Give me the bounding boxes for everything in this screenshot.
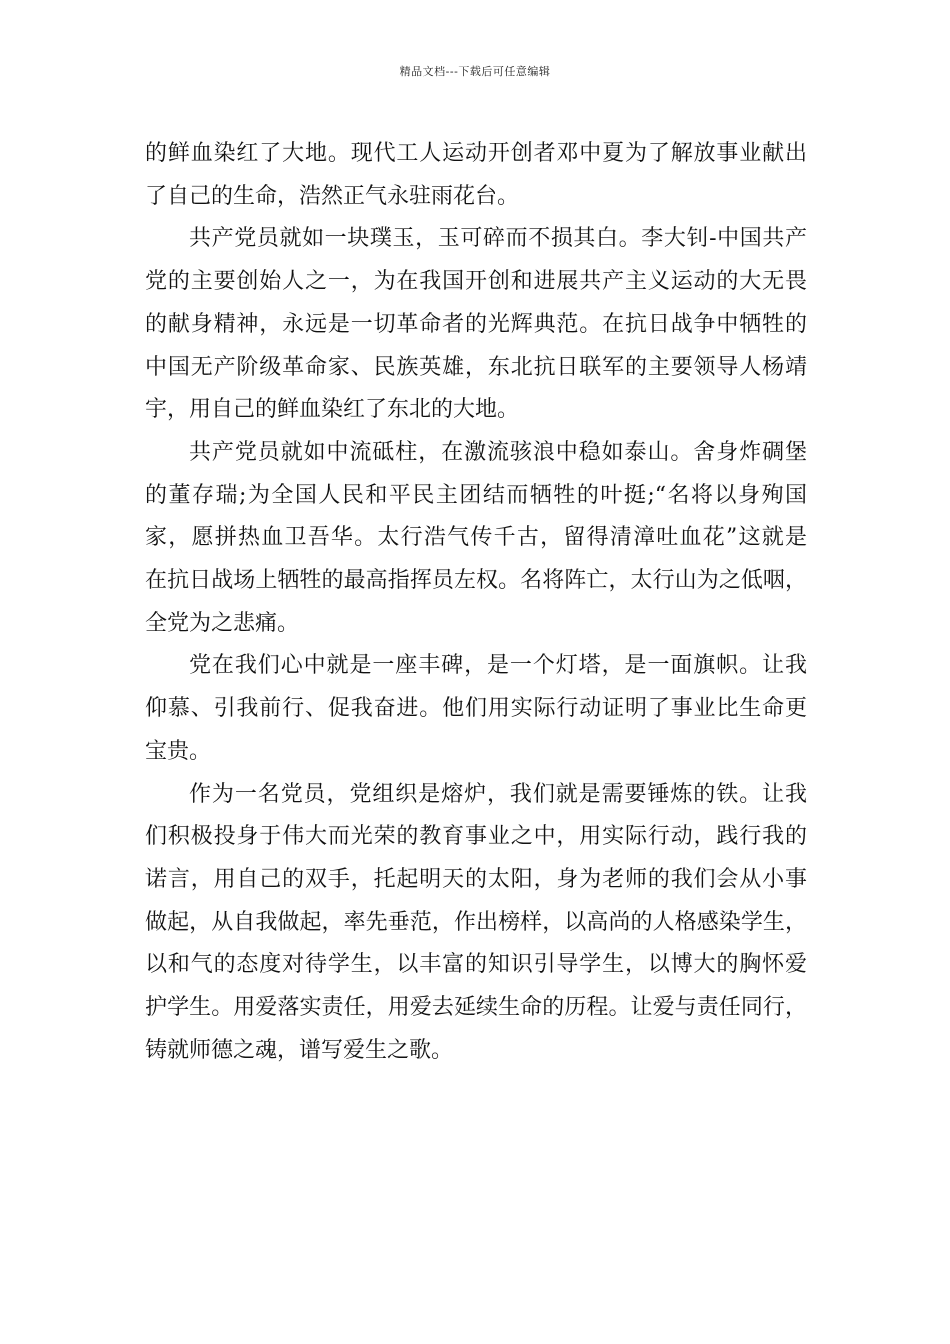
text-line: 护学生。用爱落实责任，用爱去延续生命的历程。让爱与责任同行， <box>145 995 807 1021</box>
document-body <box>145 133 807 1072</box>
paragraph-3 <box>145 432 807 646</box>
text-line: 宝贵。 <box>145 738 212 764</box>
text-line: 党在我们心中就是一座丰碑，是一个灯塔，是一面旗帜。让我 <box>189 653 807 679</box>
paragraph-4 <box>145 645 807 773</box>
text-line: 的献身精神，永远是一切革命者的光辉典范。在抗日战争中牺牲的 <box>145 311 807 337</box>
text-line: 作为一名党员，党组织是熔炉，我们就是需要锤炼的铁。让我 <box>189 781 807 807</box>
text-line: 了自己的生命，浩然正气永驻雨花台。 <box>145 183 520 209</box>
text-line: 中国无产阶级革命家、民族英雄，东北抗日联军的主要领导人杨靖 <box>145 354 807 380</box>
text-line: 共产党员就如一块璞玉，玉可碎而不损其白。李大钊-中国共产 <box>189 226 807 252</box>
paragraph-2 <box>145 218 807 432</box>
text-line: 在抗日战场上牺牲的最高指挥员左权。名将阵亡，太行山为之低咽， <box>145 568 807 594</box>
text-line: 党的主要创始人之一，为在我国开创和进展共产主义运动的大无畏 <box>145 269 807 295</box>
text-line: 全党为之悲痛。 <box>145 610 300 636</box>
paragraph-5 <box>145 774 807 1073</box>
paragraph-1 <box>145 133 807 218</box>
text-line: 做起，从自我做起，率先垂范，作出榜样，以高尚的人格感染学生， <box>145 909 807 935</box>
page-header: 精品文档---下载后可任意编辑 <box>399 65 551 78</box>
text-line: 以和气的态度对待学生，以丰富的知识引导学生，以博大的胸怀爱 <box>145 952 807 978</box>
text-line: 家，愿拼热血卫吾华。太行浩气传千古，留得清漳吐血花”这就是 <box>145 525 807 551</box>
text-line: 的鲜血染红了大地。现代工人运动开创者邓中夏为了解放事业献出 <box>145 141 807 166</box>
text-line: 仰慕、引我前行、促我奋进。他们用实际行动证明了事业比生命更 <box>145 696 807 722</box>
text-line: 铸就师德之魂，谱写爱生之歌。 <box>145 1037 454 1063</box>
text-line: 诺言，用自己的双手，托起明天的太阳，身为老师的我们会从小事 <box>145 866 807 892</box>
text-line: 宇，用自己的鲜血染红了东北的大地。 <box>145 397 520 423</box>
text-line: 们积极投身于伟大而光荣的教育事业之中，用实际行动，践行我的 <box>145 824 807 850</box>
text-line: 的董存瑞;为全国人民和平民主团结而牺牲的叶挺;“名将以身殉国 <box>145 482 807 508</box>
text-line: 共产党员就如中流砥柱，在激流骇浪中稳如泰山。舍身炸碉堡 <box>189 439 807 465</box>
